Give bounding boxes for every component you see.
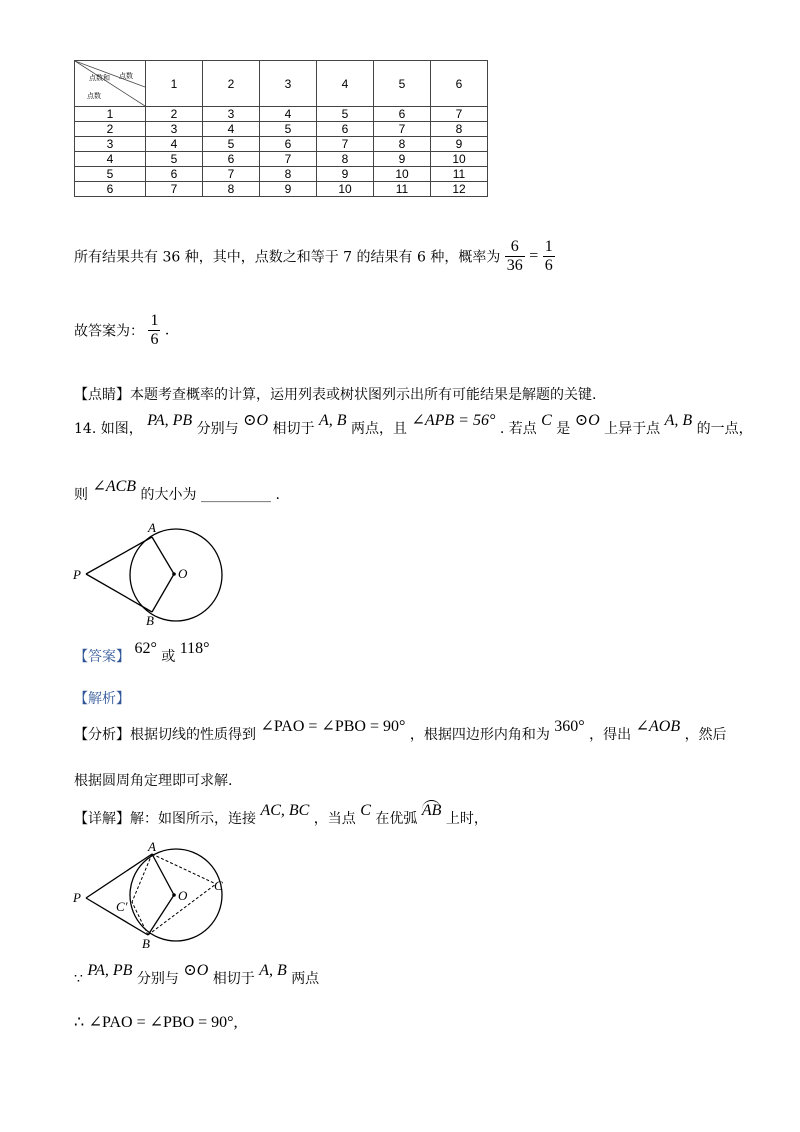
- therefore-line: [74, 1012, 238, 1032]
- xiangjie-text: ，当点: [313, 811, 356, 827]
- table-cell: 4: [146, 137, 203, 152]
- table-cell: 5: [146, 152, 203, 167]
- center-dot: [172, 893, 176, 897]
- table-cell: 12: [431, 182, 488, 197]
- radius-ob: [148, 895, 174, 935]
- answer-fraction: [148, 312, 160, 349]
- math-c: C: [541, 412, 552, 429]
- table-cell: 11: [374, 182, 431, 197]
- circle-o: [130, 849, 222, 941]
- table-cell: 5: [203, 137, 260, 152]
- answer-period: .: [164, 322, 170, 339]
- table-cell: 6: [374, 107, 431, 122]
- q14-text: .: [275, 487, 280, 503]
- table-cell: 4: [75, 152, 146, 167]
- table-cell: 8: [203, 182, 260, 197]
- table-cell: 9: [260, 182, 317, 197]
- radius-oa: [152, 537, 174, 574]
- table-cell: 4: [203, 122, 260, 137]
- answer-or: 或: [161, 649, 176, 665]
- q14-text: 两点，且: [350, 421, 407, 437]
- radius-oa: [152, 854, 174, 895]
- xiangjie-text: 在优弧: [375, 811, 418, 827]
- table-cell: 8: [317, 152, 374, 167]
- corner-bottom-label: 点数: [87, 93, 101, 100]
- label-o: O: [178, 888, 188, 903]
- table-row: [75, 182, 488, 197]
- segment-ac: [152, 854, 216, 884]
- q14-text: . 若点: [499, 421, 537, 437]
- equals-sign: =: [529, 247, 539, 265]
- math-pao-pbo: ∠PAO = ∠PBO = 90°,: [88, 1014, 238, 1031]
- fraction-numerator: 1: [544, 238, 553, 255]
- table-cell: 7: [203, 167, 260, 182]
- table-cell: 7: [317, 137, 374, 152]
- table-row: [75, 107, 488, 122]
- q14-text: 分别与: [196, 421, 239, 437]
- fraction-1-6: [543, 238, 555, 275]
- table-cell: 4: [260, 107, 317, 122]
- answer-blank: __________: [200, 487, 271, 503]
- table-cell: 9: [317, 167, 374, 182]
- fenxi-line2: 根据圆周角定理即可求解.: [74, 773, 233, 789]
- math-angle-aob: ∠AOB: [635, 718, 681, 735]
- table-cell: 6: [146, 167, 203, 182]
- table-cell: 3: [203, 107, 260, 122]
- table-row: [75, 137, 488, 152]
- table-cell: 5: [317, 107, 374, 122]
- table-cell: 9: [374, 152, 431, 167]
- question-14-line1: [74, 412, 753, 438]
- q14-text: 是: [556, 421, 571, 437]
- table-cell: 7: [374, 122, 431, 137]
- corner-diagonal-lines: [75, 61, 145, 106]
- fraction-denominator: 6: [544, 257, 553, 274]
- corner-mid-label: 点数和: [89, 75, 110, 82]
- fraction-numerator: 6: [505, 238, 525, 257]
- math-pa-pb: PA, PB: [147, 412, 193, 429]
- label-a: A: [148, 840, 156, 854]
- table-header-row: [75, 61, 488, 107]
- table-cell: 5: [260, 122, 317, 137]
- table-cell: 11: [431, 167, 488, 182]
- table-header-cell: 3: [260, 61, 317, 107]
- tangent-pa: [86, 537, 152, 574]
- figure-tangent-circle: [68, 520, 228, 628]
- math-circle-o: ⊙O: [243, 412, 269, 429]
- table-cell: 7: [146, 182, 203, 197]
- table-header-cell: 1: [146, 61, 203, 107]
- math-pa-pb: PA, PB: [87, 962, 133, 979]
- label-c: C: [214, 878, 223, 893]
- math-a-b: A, B: [259, 962, 287, 979]
- label-c-prime: C′: [116, 899, 128, 914]
- math-a-b: A, B: [318, 412, 347, 429]
- math-angle-acb: ∠ACB: [92, 478, 137, 495]
- table-cell: 10: [317, 182, 374, 197]
- answer-label: 【答案】: [74, 649, 130, 665]
- q14-text: 的一点，: [696, 421, 753, 437]
- because-text: 分别与: [136, 971, 179, 987]
- math-ac-bc: AC, BC: [260, 802, 310, 819]
- label-a: A: [148, 520, 156, 535]
- answer-text: 故答案为：: [74, 323, 144, 340]
- result-text: 所有结果共有 36 种，其中，点数之和等于 7 的结果有 6 种，概率为: [74, 249, 501, 266]
- dianjing-paragraph: 【点睛】本题考查概率的计算，运用列表或树状图列示出所有可能结果是解题的关键.: [74, 387, 597, 403]
- because-text: 相切于: [212, 971, 255, 987]
- answer-block: [74, 638, 210, 665]
- answer-value-1: 62°: [134, 640, 157, 657]
- fraction-denominator: 36: [506, 257, 523, 274]
- label-b: B: [146, 613, 154, 628]
- math-pao-pbo: ∠PAO = ∠PBO = 90°: [260, 718, 406, 735]
- q14-text: 则: [74, 487, 88, 503]
- fraction-denominator: 6: [150, 331, 159, 348]
- table-corner-cell: [75, 61, 146, 107]
- table-header-cell: 4: [317, 61, 374, 107]
- fraction-numerator: 1: [150, 312, 159, 329]
- question-14-line2: [74, 478, 280, 504]
- tangent-pb: [86, 574, 152, 612]
- table-row: [75, 122, 488, 137]
- center-dot: [172, 572, 176, 576]
- tangent-pa: [86, 854, 152, 898]
- math-a-b: A, B: [664, 412, 693, 429]
- math-angle-apb: ∠APB = 56°: [411, 412, 496, 429]
- fenxi-line1: [74, 718, 727, 744]
- table-cell: 5: [75, 167, 146, 182]
- dice-sum-table: [74, 60, 488, 197]
- table-cell: 8: [260, 167, 317, 182]
- table-cell: 6: [203, 152, 260, 167]
- because-text: 两点: [291, 971, 320, 987]
- table-cell: 1: [75, 107, 146, 122]
- table-header-cell: 2: [203, 61, 260, 107]
- table-cell: 2: [75, 122, 146, 137]
- table-cell: 6: [260, 137, 317, 152]
- label-b: B: [142, 936, 150, 950]
- table-row: [75, 152, 488, 167]
- table-cell: 10: [431, 152, 488, 167]
- xiangjie-text: 【详解】解：如图所示，连接: [74, 811, 256, 827]
- fenxi-text: ，然后: [684, 727, 727, 743]
- question-number: 14. 如图，: [74, 421, 143, 437]
- therefore-symbol: ∴: [74, 1012, 85, 1031]
- fenxi-text: ，根据四边形内角和为: [409, 727, 550, 743]
- answer-line: [74, 312, 169, 349]
- table-cell: 8: [431, 122, 488, 137]
- table-cell: 3: [75, 137, 146, 152]
- q14-text: 相切于: [272, 421, 315, 437]
- because-line: [74, 962, 320, 988]
- fraction-6-36: [505, 238, 525, 275]
- fenxi-text: ，得出: [589, 727, 632, 743]
- math-arc-ab: AB: [421, 802, 442, 819]
- table-cell: 6: [75, 182, 146, 197]
- table-cell: 7: [431, 107, 488, 122]
- q14-text: 的大小为: [140, 487, 197, 503]
- table-header-cell: 5: [374, 61, 431, 107]
- xiangjie-text: 上时，: [445, 811, 488, 827]
- fenxi-text: 【分析】根据切线的性质得到: [74, 727, 256, 743]
- math-360: 360°: [554, 718, 585, 735]
- table-cell: 10: [374, 167, 431, 182]
- table-cell: 3: [146, 122, 203, 137]
- table-cell: 2: [146, 107, 203, 122]
- math-circle-o: ⊙O: [183, 962, 209, 979]
- math-circle-o: ⊙O: [574, 412, 600, 429]
- xiangjie-line: [74, 802, 488, 828]
- table-cell: 8: [374, 137, 431, 152]
- label-o: O: [178, 566, 188, 581]
- table-cell: 9: [431, 137, 488, 152]
- label-p: P: [73, 890, 81, 905]
- answer-value-2: 118°: [179, 640, 210, 657]
- radius-ob: [152, 574, 174, 612]
- table-row: [75, 167, 488, 182]
- jiexi-label: 【解析】: [74, 691, 130, 707]
- corner-top-label: 点数: [119, 73, 133, 80]
- math-c: C: [360, 802, 371, 819]
- table-header-cell: 6: [431, 61, 488, 107]
- result-line: [74, 238, 555, 275]
- figure-inscribed-angles: [68, 840, 238, 950]
- table-cell: 7: [260, 152, 317, 167]
- table-cell: 6: [317, 122, 374, 137]
- q14-text: 上异于点: [604, 421, 661, 437]
- because-symbol: ∵: [74, 971, 83, 987]
- label-p: P: [73, 567, 81, 582]
